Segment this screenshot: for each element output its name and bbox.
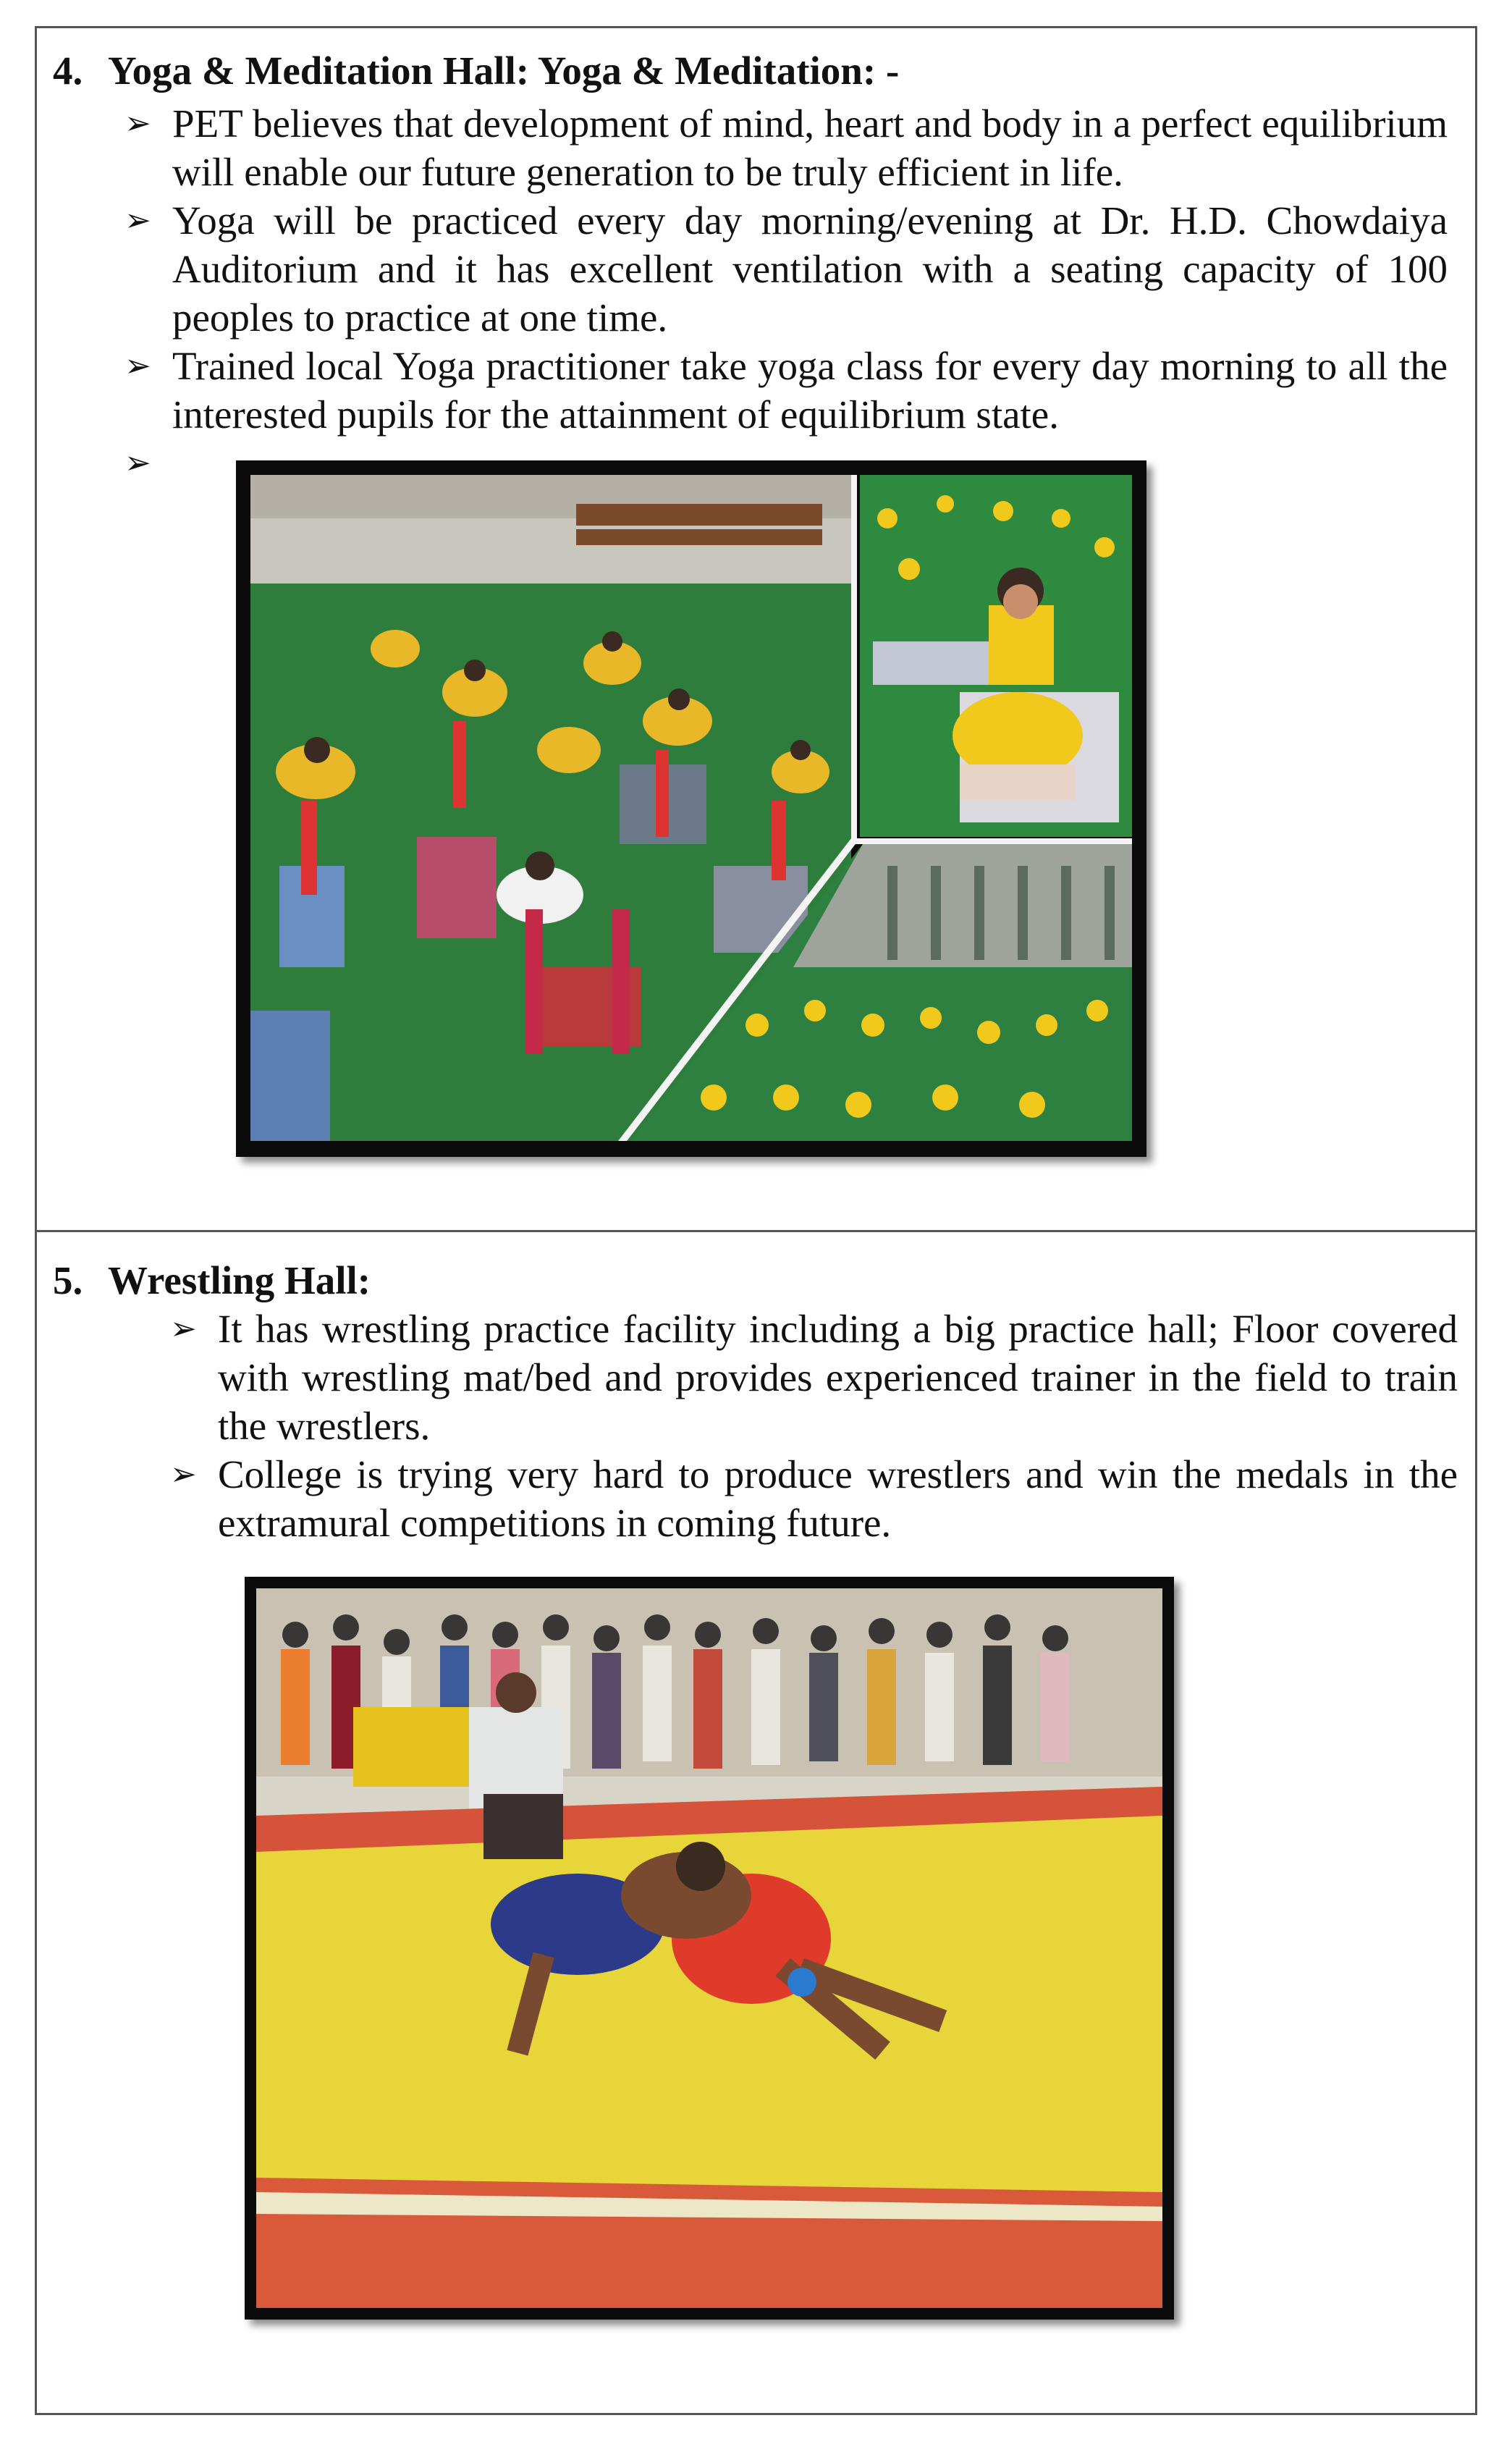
wrestling-match-photo: [245, 1577, 1174, 2320]
bullet-text: College is trying very hard to produce wrestlers and win the medals in the extramural competitions in coming future.: [218, 1452, 1458, 1545]
list-item: [170, 1305, 1458, 1450]
yoga-collage-photo: [236, 460, 1146, 1157]
bullet-text: Trained local Yoga practitioner take yoga class for every day morning to all the interested pupils for the attainment of equilibrium state.: [172, 344, 1448, 437]
bullet-text: It has wrestling practice facility including a big practice hall; Floor covered with wrestling mat/bed and provides experienced trainer in the field to train the wrestlers.: [218, 1307, 1458, 1448]
section-number: 5.: [53, 1258, 83, 1302]
arrow-bullet-icon: ➢: [170, 1310, 197, 1347]
bullet-text: Yoga will be practiced every day morning/evening at Dr. H.D. Chowdaiya Auditorium and it has excellent ventilation with a seating capacity of 100 peoples to practice at one time.: [172, 198, 1448, 340]
bullet-text: PET believes that development of mind, heart and body in a perfect equilibrium will enable our future generation to be truly efficient in life.: [172, 101, 1448, 194]
list-item: [124, 99, 1448, 196]
arrow-bullet-icon: ➢: [124, 105, 151, 142]
arrow-bullet-icon: ➢: [124, 445, 151, 481]
section-heading: [53, 1257, 371, 1305]
section-title: Wrestling Hall:: [108, 1258, 371, 1302]
section-heading: [53, 47, 899, 95]
arrow-bullet-icon: ➢: [124, 202, 151, 239]
list-item: [170, 1450, 1458, 1547]
arrow-bullet-icon: ➢: [124, 347, 151, 384]
list-item: [124, 196, 1448, 342]
bullet-list: [124, 99, 1448, 487]
section-title: Yoga & Meditation Hall: Yoga & Meditation: -: [108, 49, 900, 93]
arrow-bullet-icon: ➢: [170, 1456, 197, 1493]
list-item: [124, 342, 1448, 439]
bullet-list: [170, 1305, 1458, 1547]
section-number: 4.: [53, 49, 83, 93]
